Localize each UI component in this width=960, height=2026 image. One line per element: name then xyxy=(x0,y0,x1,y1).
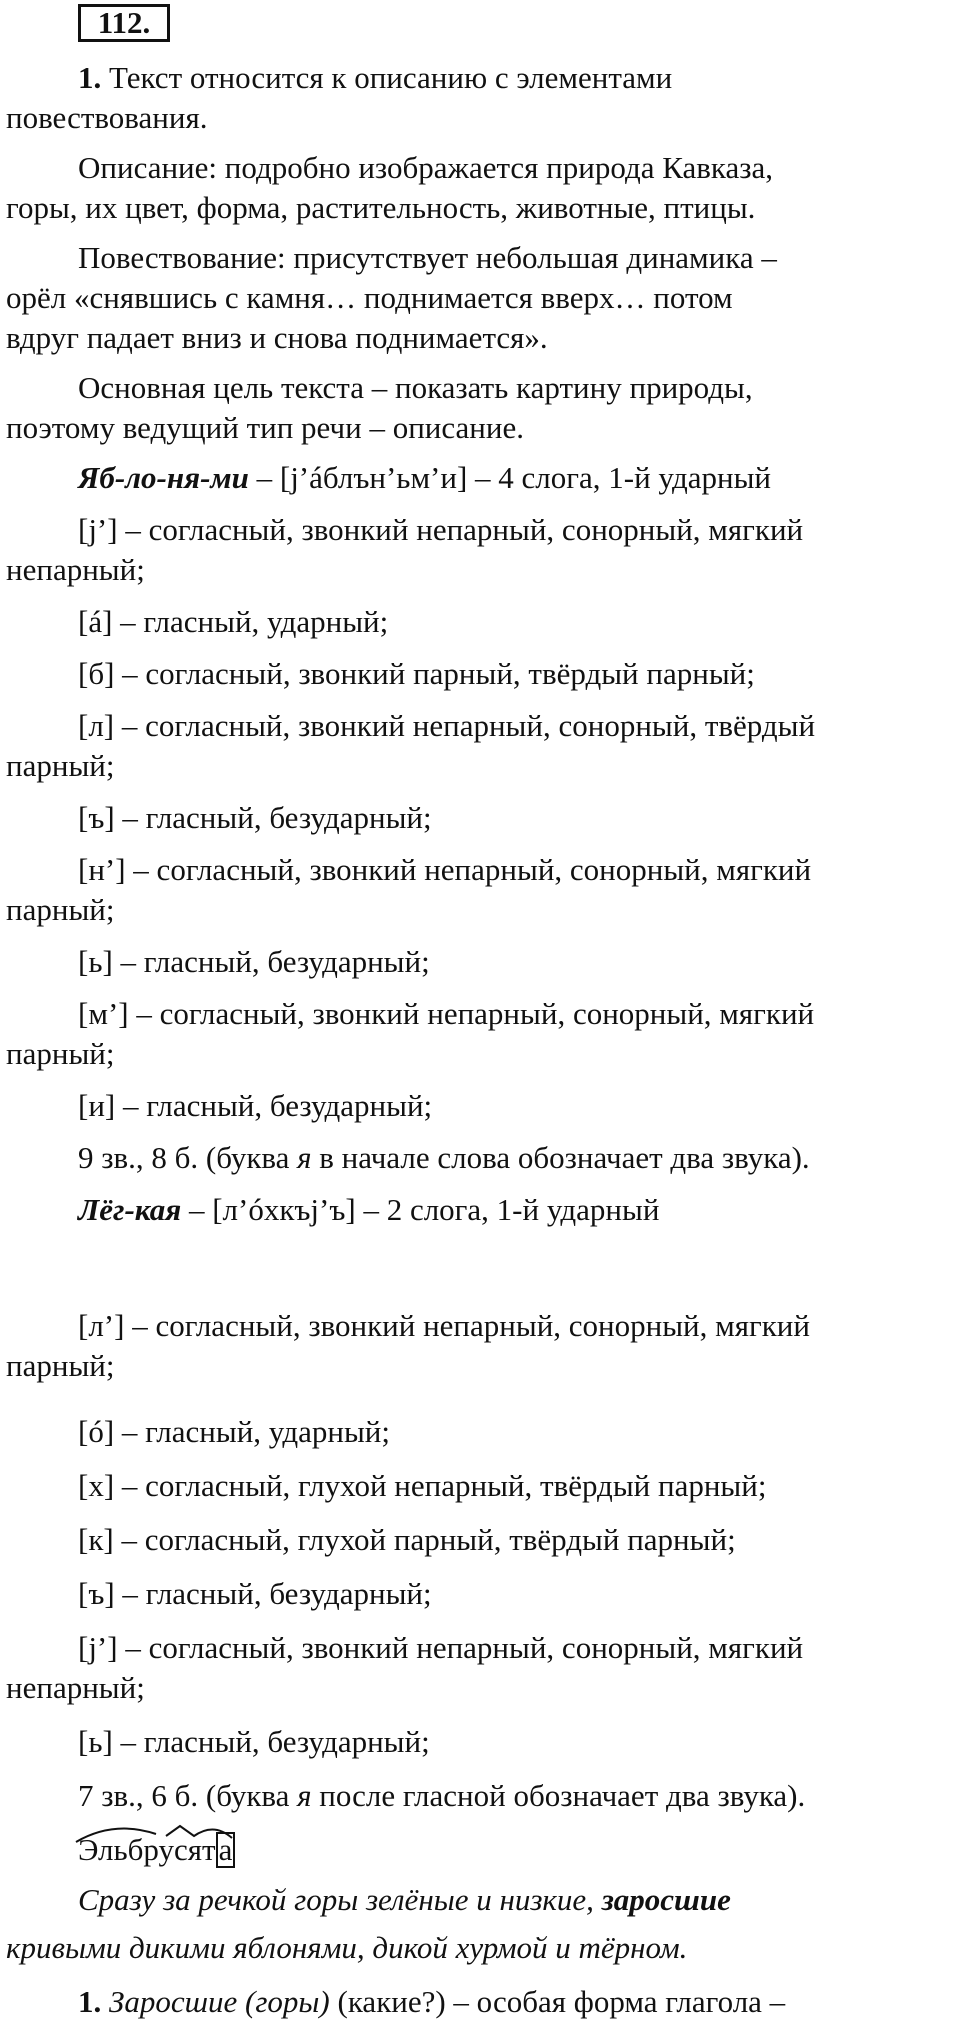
word2-sound-4: [к] – согласный, глухой парный, твёрдый парный; xyxy=(78,1522,736,1557)
word1-sound-4b: парный; xyxy=(6,748,115,783)
word1-sound-8b: парный; xyxy=(6,1036,115,1071)
item1-number: 1. xyxy=(78,60,102,95)
word1-sound-7: [ь] – гласный, безударный; xyxy=(78,944,430,979)
word2-sound-7: [ь] – гласный, безударный; xyxy=(78,1724,430,1759)
word2-sound-2: [ó] – гласный, ударный; xyxy=(78,1414,390,1449)
sentence-key-word: заросшие xyxy=(601,1882,731,1917)
goal-line2: поэтому ведущий тип речи – описание. xyxy=(6,410,524,445)
word1-sound-1a: [j’] – согласный, звонкий непарный, сонорный, мягкий xyxy=(78,512,804,547)
morpheme-ending-box: а xyxy=(216,1832,236,1868)
word2-sound-3: [х] – согласный, глухой непарный, твёрдый парный; xyxy=(78,1468,767,1503)
word2-sound-6a: [j’] – согласный, звонкий непарный, сонорный, мягкий xyxy=(78,1630,804,1665)
word2-sound-1b: парный; xyxy=(6,1348,115,1383)
word1-sound-6b: парный; xyxy=(6,892,115,927)
word1-sound-2: [á] – гласный, ударный; xyxy=(78,604,389,639)
word2-sound-1a: [л’] – согласный, звонкий непарный, сонорный, мягкий xyxy=(78,1308,810,1343)
word1-sound-5: [ъ] – гласный, безударный; xyxy=(78,800,432,835)
word1-transcription: – [j’áблън’ьм’и] – 4 слога, 1-й ударный xyxy=(248,460,772,495)
word1-word: Яб-ло-ня-ми xyxy=(78,460,249,495)
narration-line2: орёл «снявшись с камня… поднимается вверх… потом xyxy=(6,280,733,315)
word1-sound-8a: [м’] – согласный, звонкий непарный, сонорный, мягкий xyxy=(78,996,815,1031)
word2-heading xyxy=(78,1190,659,1230)
word1-heading xyxy=(78,458,771,498)
item1b-text: (какие?) – особая форма глагола – xyxy=(329,1984,786,2019)
word1-sound-9: [и] – гласный, безударный; xyxy=(78,1088,433,1123)
word1-summary-post: в начале слова обозначает два звука). xyxy=(311,1140,810,1175)
morpheme-stem: Эльбрусят xyxy=(78,1832,216,1867)
word1-sound-6a: [н’] – согласный, звонкий непарный, сонорный, мягкий xyxy=(78,852,812,887)
item1-line1 xyxy=(78,58,672,98)
word2-word: Лёг-кая xyxy=(78,1192,182,1227)
word1-summary xyxy=(78,1138,810,1178)
word2-summary xyxy=(78,1776,805,1816)
narration-line3: вдруг падает вниз и снова поднимается». xyxy=(6,320,548,355)
item1-text: Текст относится к описанию с элементами xyxy=(101,60,673,95)
word1-sound-4a: [л] – согласный, звонкий непарный, сонорный, твёрдый xyxy=(78,708,816,743)
sentence-line2: кривыми дикими яблонями, дикой хурмой и тёрном. xyxy=(6,1930,688,1965)
word2-sound-6b: непарный; xyxy=(6,1670,145,1705)
narration-line1: Повествование: присутствует небольшая динамика – xyxy=(78,240,777,275)
morpheme-word xyxy=(78,1830,235,1870)
word1-summary-pre: 9 зв., 8 б. (буква xyxy=(78,1140,298,1175)
word2-sound-5: [ъ] – гласный, безударный; xyxy=(78,1576,432,1611)
word1-sound-1b: непарный; xyxy=(6,552,145,587)
morpheme-analysis xyxy=(78,1830,235,1870)
word2-summary-pre: 7 зв., 6 б. (буква xyxy=(78,1778,298,1813)
word2-transcription: – [л’óхкъj’ъ] – 2 слога, 1-й ударный xyxy=(181,1192,660,1227)
item1b-word: Заросшие (горы) xyxy=(101,1984,330,2019)
description-line1: Описание: подробно изображается природа Кавказа, xyxy=(78,150,774,185)
item1b-number: 1. xyxy=(78,1984,102,2019)
sentence-text: Сразу за речкой горы зелёные и низкие, xyxy=(78,1882,602,1917)
goal-line1: Основная цель текста – показать картину природы, xyxy=(78,370,753,405)
sentence-line1 xyxy=(78,1880,731,1920)
description-line2: горы, их цвет, форма, растительность, животные, птицы. xyxy=(6,190,756,225)
word2-summary-letter: я xyxy=(297,1778,312,1813)
word2-summary-post: после гласной обозначает два звука). xyxy=(311,1778,806,1813)
word1-sound-3: [б] – согласный, звонкий парный, твёрдый парный; xyxy=(78,656,755,691)
item1b-line xyxy=(78,1982,785,2022)
task-number-box: 112. xyxy=(78,4,170,42)
item1-line2: повествования. xyxy=(6,100,208,135)
word1-summary-letter: я xyxy=(297,1140,312,1175)
